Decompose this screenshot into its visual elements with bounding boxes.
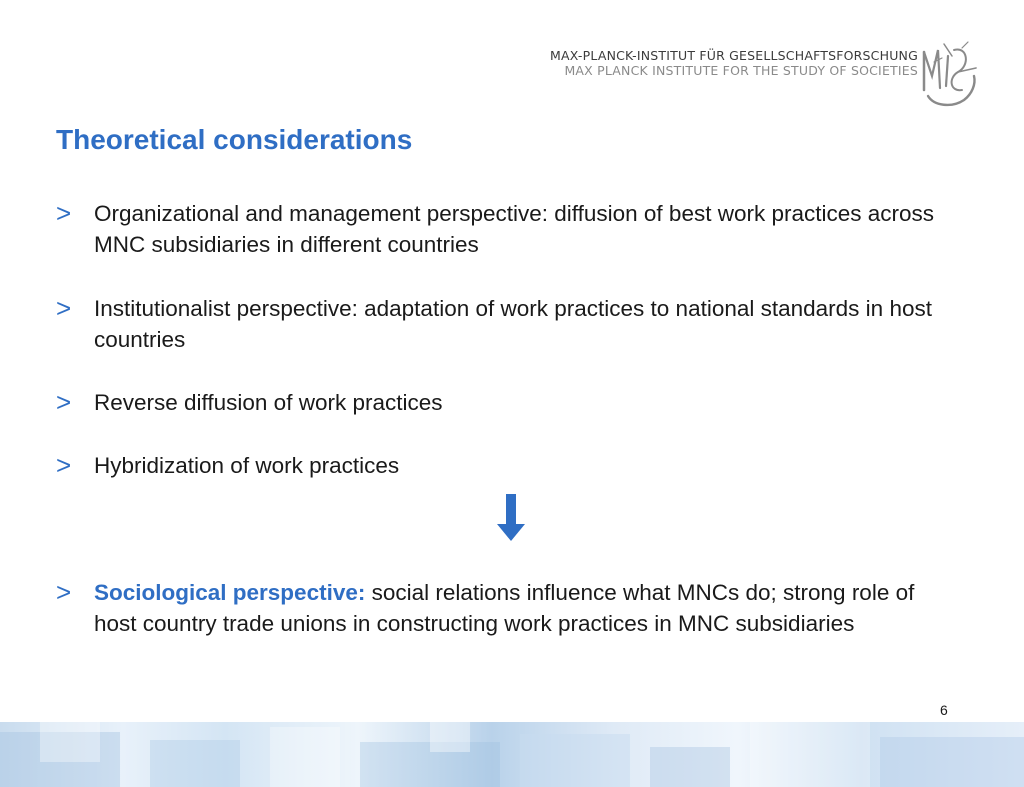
footer-pattern <box>0 722 1024 787</box>
arrow-down-icon <box>496 494 526 542</box>
bullet-item-sociological <box>56 577 956 639</box>
bullet-marker: > <box>56 450 72 480</box>
bullet-text: Hybridization of work practices <box>94 453 400 478</box>
institute-header <box>550 48 918 78</box>
bullet-marker: > <box>56 198 72 228</box>
bullet-body: social relations influence what MNCs do; strong role of host country trade unions in constructing work practices in MNC subsidiaries <box>94 580 915 636</box>
bullet-marker: > <box>56 577 72 607</box>
bullet-item <box>56 387 956 418</box>
bullet-item <box>56 198 956 260</box>
bullet-marker: > <box>56 387 72 417</box>
bullet-text: Organizational and management perspective: diffusion of best work practices across MNC subsidiaries in different countries <box>94 201 935 257</box>
bullet-item <box>56 450 956 481</box>
footer-band <box>0 722 1024 787</box>
bullet-text: Institutionalist perspective: adaptation of work practices to national standards in host countries <box>94 296 932 352</box>
bullet-item <box>56 293 956 355</box>
highlight-label: Sociological perspective: <box>94 580 366 605</box>
page-number: 6 <box>940 702 948 718</box>
slide-title: Theoretical considerations <box>56 124 413 155</box>
mpifg-logo <box>918 38 982 112</box>
bullet-text <box>94 577 956 639</box>
institute-name-en: MAX PLANCK INSTITUTE FOR THE STUDY OF SOCIETIES <box>564 63 918 78</box>
bullet-marker: > <box>56 293 72 323</box>
institute-name-de: MAX-PLANCK-INSTITUT FÜR GESELLSCHAFTSFORSCHUNG <box>550 48 918 63</box>
bullet-text: Reverse diffusion of work practices <box>94 390 443 415</box>
